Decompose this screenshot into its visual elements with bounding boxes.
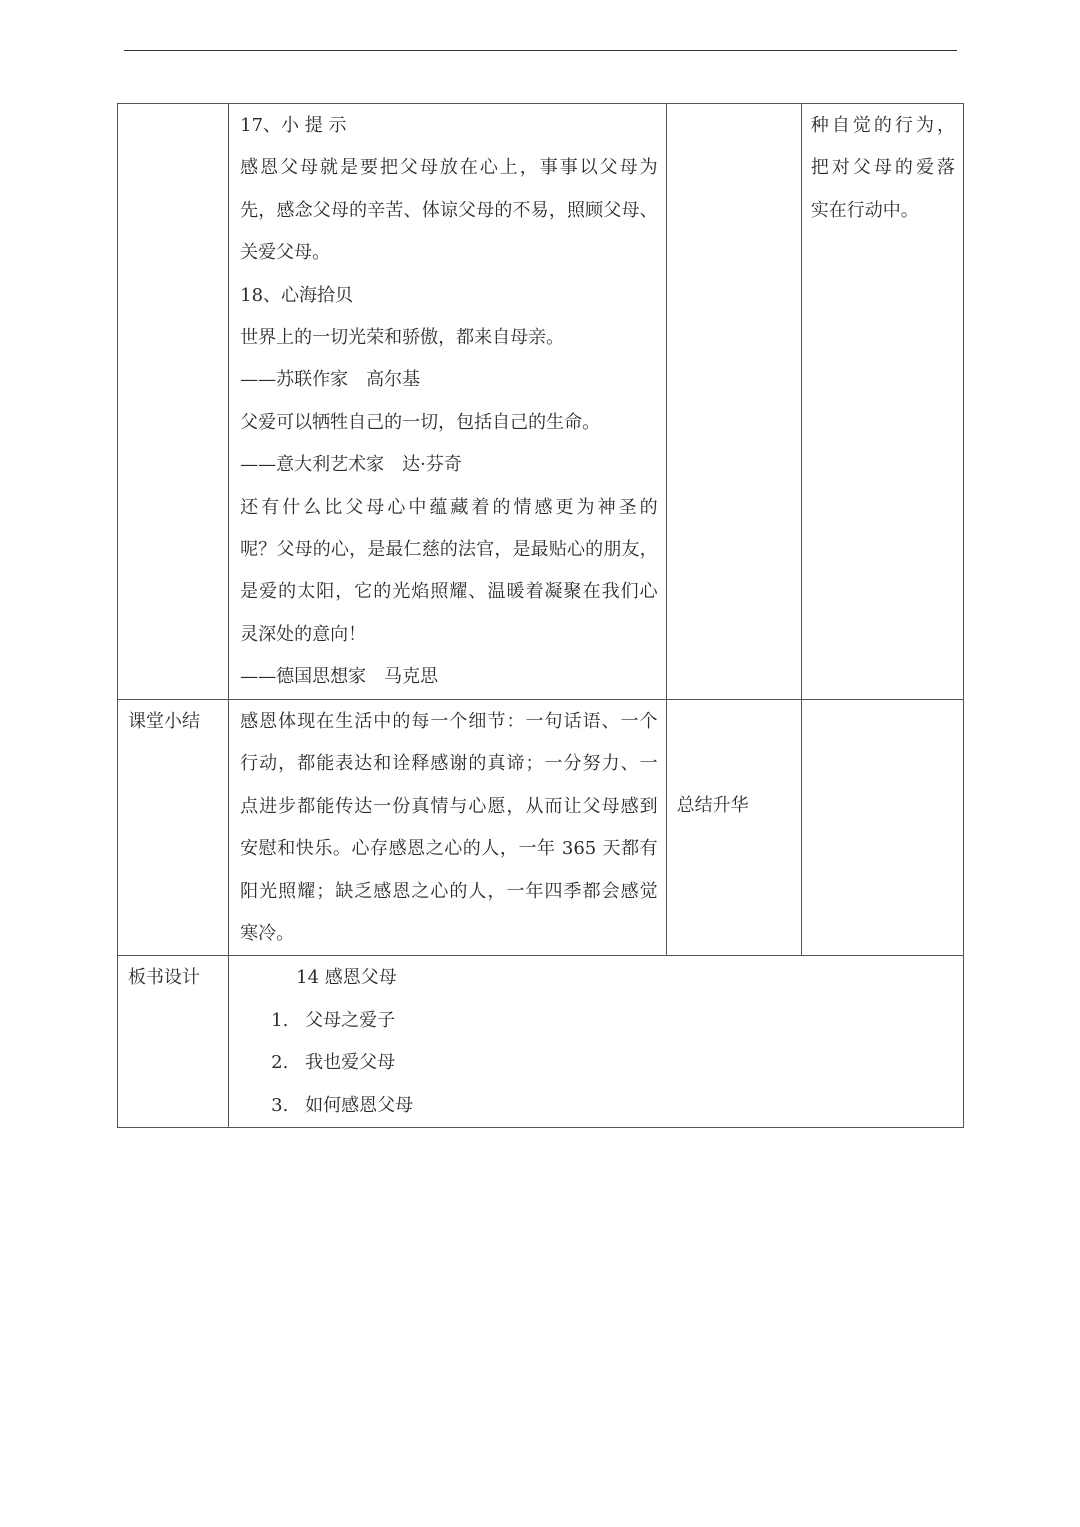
text-line: 行动，都能表达和诠释感谢的真谛；一分努力、一 bbox=[240, 753, 658, 775]
row1-content bbox=[240, 105, 658, 699]
lesson-plan-table bbox=[117, 103, 964, 1128]
board-item-text: 我也爱父母 bbox=[305, 1052, 396, 1074]
section-label-summary: 课堂小结 bbox=[128, 711, 200, 732]
text-line: 寒冷。 bbox=[240, 923, 295, 945]
text-line: 18、心海拾贝 bbox=[240, 284, 354, 306]
method-label-summary: 总结升华 bbox=[676, 795, 749, 816]
row2-label-cell bbox=[118, 700, 229, 956]
text-line: ——意大利艺术家 达·芬奇 bbox=[240, 454, 462, 476]
text-line: 17、小 提 示 bbox=[240, 115, 347, 136]
board-item-text: 如何感恩父母 bbox=[305, 1094, 414, 1116]
text-line: 感恩体现在生活中的每一个细节：一句话语、一个 bbox=[240, 711, 658, 732]
text-line: 把对父母的爱落 bbox=[810, 157, 955, 179]
text-line: 种自觉的行为， bbox=[810, 115, 955, 136]
text-line: 先，感念父母的辛苦、体谅父母的不易，照顾父母、 bbox=[240, 199, 658, 221]
row2-method-cell bbox=[666, 700, 801, 956]
board-item bbox=[240, 1000, 955, 1042]
section-label-board: 板书设计 bbox=[128, 967, 200, 989]
text-line: 安慰和快乐。心存感恩之心的人，一年 365 天都有 bbox=[240, 838, 658, 860]
board-item-text: 父母之爱子 bbox=[305, 1009, 396, 1031]
row1-label-cell bbox=[118, 104, 229, 700]
row1-content-cell bbox=[229, 104, 667, 700]
board-item bbox=[240, 1042, 955, 1084]
text-line: ——苏联作家 高尔基 bbox=[240, 369, 421, 391]
text-line: 父爱可以牺牲自己的一切，包括自己的生命。 bbox=[240, 411, 601, 433]
text-line: 还有什么比父母心中蕴藏着的情感更为神圣的 bbox=[240, 496, 658, 518]
text-line: 感恩父母就是要把父母放在心上，事事以父母为 bbox=[240, 157, 658, 179]
row2-intent-cell bbox=[801, 700, 963, 956]
text-line: 关爱父母。 bbox=[240, 242, 331, 264]
row2-content-cell bbox=[229, 700, 667, 956]
row3-label-cell bbox=[118, 956, 229, 1128]
board-item-number: 2. bbox=[271, 1052, 289, 1074]
board-design-cell bbox=[229, 956, 964, 1128]
row1-intent-text bbox=[811, 105, 955, 232]
text-line: 灵深处的意向！ bbox=[240, 623, 367, 645]
text-line: 实在行动中。 bbox=[810, 199, 919, 221]
board-title: 14 感恩父母 bbox=[296, 967, 397, 989]
table-row bbox=[118, 700, 964, 956]
board-item-number: 1. bbox=[271, 1009, 289, 1031]
header-rule bbox=[124, 50, 957, 51]
text-line: ——德国思想家 马克思 bbox=[240, 666, 439, 688]
table-row bbox=[118, 104, 964, 700]
board-item-number: 3. bbox=[271, 1094, 289, 1116]
text-line: 是爱的太阳，它的光焰照耀、温暖着凝聚在我们心 bbox=[240, 581, 658, 603]
text-line: 世界上的一切光荣和骄傲，都来自母亲。 bbox=[240, 327, 565, 349]
text-line: 阳光照耀；缺乏感恩之心的人，一年四季都会感觉 bbox=[240, 880, 658, 902]
text-line: 点进步都能传达一份真情与心愿，从而让父母感到 bbox=[240, 795, 658, 817]
row2-content bbox=[240, 701, 658, 955]
table-row bbox=[118, 956, 964, 1128]
row1-method-cell bbox=[666, 104, 801, 700]
text-line: 呢？父母的心，是最仁慈的法官，是最贴心的朋友， bbox=[240, 539, 658, 561]
row1-intent-cell bbox=[801, 104, 963, 700]
board-item bbox=[240, 1085, 955, 1127]
